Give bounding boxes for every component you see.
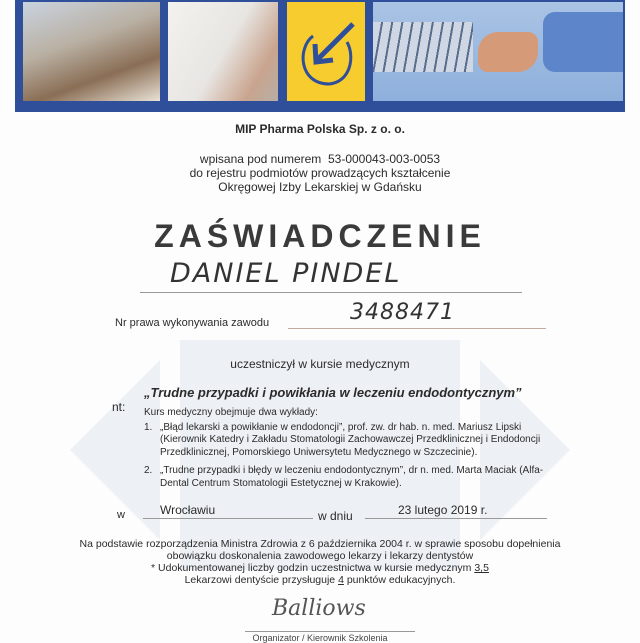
- course-intro: Kurs medyczny obejmuje dwa wykłady:: [144, 407, 318, 418]
- signature-caption: Organizator / Kierownik Szkolenia: [252, 633, 388, 643]
- topic-label: nt:: [112, 400, 126, 414]
- license-label: Nr prawa wykonywania zawodu: [115, 317, 270, 329]
- handshake-photo: [373, 2, 623, 101]
- course-title: „Trudne przypadki i powikłania w leczeniu endodontycznym”: [144, 385, 522, 400]
- attended-text: uczestniczył w kursie medycznym: [230, 357, 410, 371]
- registry-line-2: do rejestru podmiotów prowadzących kształcenie: [189, 166, 451, 180]
- signature: Balliows: [272, 596, 366, 621]
- certificate-title: ZAŚWIADCZENIE: [154, 218, 486, 254]
- lecture-number: 2.: [144, 465, 153, 476]
- signature-line: [245, 631, 415, 632]
- registry-line-3: Okręgowej Izby Lekarskiej w Gdańsku: [218, 180, 422, 194]
- lecture-text: „Błąd lekarski a powikłanie w endodoncji”, prof. zw. dr hab. n. med. Mariusz Lipski (Kierownik Katedry i Zakładu Stomatologii Zachowawczej Przedklinicznej i Endodoncji Przedklinicznej, Pomorskiego Uniwersytetu Medycznego w Szczecinie).: [160, 421, 541, 458]
- city: Wrocławiu: [160, 503, 216, 517]
- hands: [478, 32, 538, 72]
- hours-value: 3,5: [474, 562, 489, 574]
- lecture-text: „Trudne przypadki i błędy w leczeniu endodontycznym”, dr n. med. Marta Maciak (Alfa-Dental Centrum Stomatologii Estetycznej w Krakowie).: [160, 465, 544, 489]
- lecture-number: 1.: [144, 421, 153, 433]
- hours-label: * Udokumentowanej liczby godzin uczestnictwa w kursie medycznym: [151, 562, 475, 574]
- date: 23 lutego 2019 r.: [398, 503, 488, 517]
- registry-line-1: [0, 152, 640, 166]
- points-label: Lekarzowi dentyście przysługuje: [184, 574, 339, 586]
- legal-line-2: obowiązku doskonalenia zawodowego lekarzy i lekarzy dentystów: [166, 550, 474, 562]
- city-underline: [143, 518, 313, 519]
- doctor-photo: [168, 2, 278, 101]
- company-name: MIP Pharma Polska Sp. z o. o.: [235, 122, 405, 136]
- place-label: w: [117, 509, 125, 521]
- family-photo: [23, 2, 160, 101]
- legal-line-1: Na podstawie rozporządzenia Ministra Zdrowia z 6 października 2004 r. w sprawie sposobu dopełnienia: [79, 538, 561, 550]
- registry-number: 53-000043-003-0053: [327, 152, 441, 166]
- header-banner: [15, 0, 625, 112]
- registered-label: wpisana pod numerem: [199, 152, 322, 166]
- name-underline: [140, 292, 522, 293]
- logo-arrow-icon: [287, 2, 365, 101]
- license-number: 3488471: [350, 300, 455, 325]
- lecture-item: [144, 465, 554, 490]
- lecture-item: [144, 422, 554, 460]
- blue-sleeve: [543, 12, 623, 72]
- date-underline: [365, 518, 547, 519]
- date-label: w dniu: [318, 509, 353, 523]
- legal-line-3: [0, 562, 640, 575]
- legal-line-4: [0, 574, 640, 587]
- license-underline: [288, 328, 546, 329]
- course-description: [144, 407, 554, 490]
- points-value: 4: [338, 574, 344, 586]
- striped-sleeve: [373, 22, 473, 72]
- recipient-name: DANIEL PINDEL: [170, 258, 402, 289]
- points-suffix: punktów edukacyjnych.: [343, 574, 456, 586]
